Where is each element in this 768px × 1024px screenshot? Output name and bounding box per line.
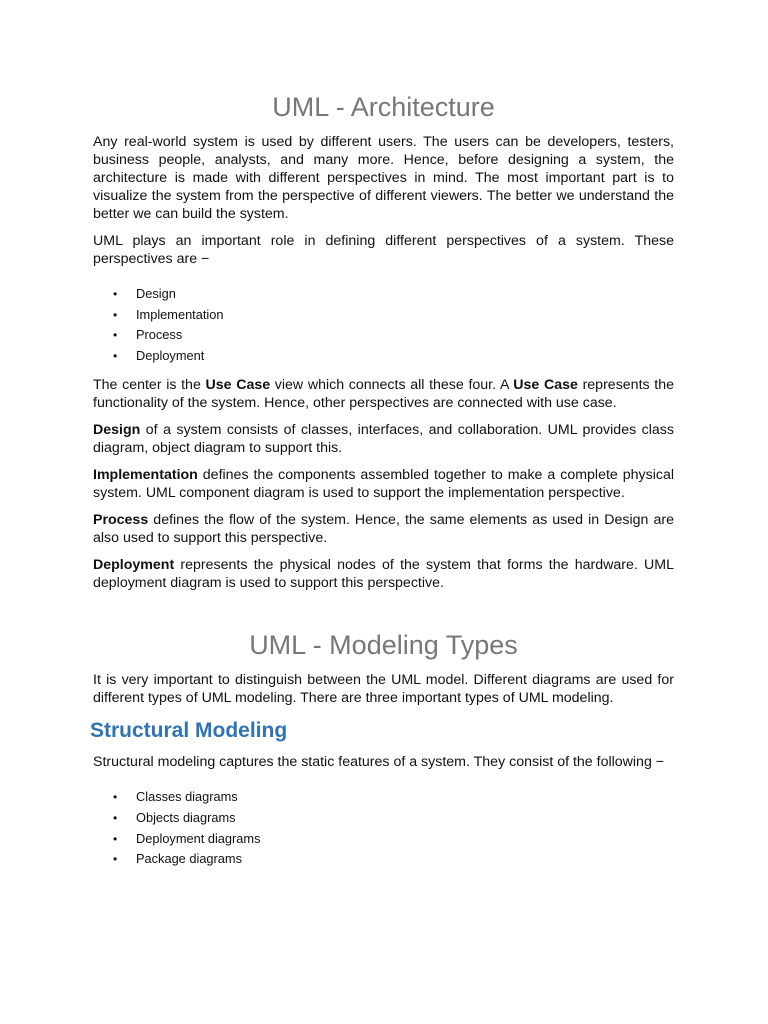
bullet-icon: • [113,348,118,363]
use-case-term-1: Use Case [205,377,271,394]
use-case-term-2: Use Case [513,377,578,394]
list-item-label: Classes diagrams [136,789,238,805]
list-item [93,808,674,829]
use-case-text-2: view which connects all these four. A [270,377,514,394]
bullet-icon: • [113,307,118,322]
structural-modeling-heading: Structural Modeling [90,719,288,743]
architecture-title: UML - Architecture [272,92,495,122]
design-text: of a system consists of classes, interfaces, and collaboration. UML provides class diagram, object diagram to support this. [93,422,674,457]
use-case-text-3: represents the functionality of the system. Hence, other perspectives are connected with use case. [93,377,674,412]
list-item [93,849,674,870]
bullet-icon: • [113,852,118,867]
bullet-icon: • [113,790,118,805]
list-item-label: Process [136,327,183,343]
bullet-icon: • [113,328,118,343]
structural-diagrams-list [93,787,674,869]
design-paragraph [93,421,674,457]
list-item [93,829,674,850]
bullet-icon: • [113,287,118,301]
list-item-label: Objects diagrams [136,809,236,825]
process-text: defines the flow of the system. Hence, the same elements as used in Design are also used to support this perspective. [93,512,674,547]
document-page [90,88,674,880]
architecture-intro-paragraph: Any real-world system is used by different users. The users can be developers, testers, business people, analysts, and many more. Hence, before designing a system, the architecture is made with different perspectives in mind. The most important part is to visualize the system from the perspective of different viewers. The better we understand the better we can build the system. [93,134,674,222]
list-item [93,325,674,346]
list-item-label: Deployment [136,347,205,363]
implementation-term: Implementation [93,467,198,484]
bullet-icon: • [113,810,118,825]
use-case-paragraph [93,376,674,412]
list-item [93,305,674,326]
design-term: Design [93,422,141,439]
list-item [93,284,674,305]
implementation-paragraph [93,466,674,502]
list-item-label: Deployment diagrams [136,830,261,846]
perspectives-intro-paragraph: UML plays an important role in defining different perspectives of a system. These perspectives are − [93,233,674,267]
deployment-text: represents the physical nodes of the system that forms the hardware. UML deployment diagram is used to support this perspective. [93,557,674,592]
deployment-term: Deployment [93,557,175,574]
list-item-label: Design [136,286,176,301]
list-item-label: Implementation [136,306,224,322]
perspectives-list [93,284,674,366]
implementation-text: defines the components assembled together to make a complete physical system. UML component diagram is used to support the implementation perspective. [93,467,674,502]
deployment-paragraph [93,556,674,592]
list-item-label: Package diagrams [136,851,242,867]
structural-modeling-intro-paragraph: Structural modeling captures the static features of a system. They consist of the following − [93,754,665,771]
modeling-types-intro-paragraph: It is very important to distinguish between the UML model. Different diagrams are used for different types of UML modeling. There are three important types of UML modeling. [93,672,674,707]
list-item [93,787,674,808]
list-item [93,346,674,367]
process-paragraph [93,511,674,547]
bullet-icon: • [113,831,118,846]
modeling-types-title: UML - Modeling Types [249,630,518,661]
process-term: Process [93,512,149,529]
use-case-text-1: The center is the [93,377,206,394]
